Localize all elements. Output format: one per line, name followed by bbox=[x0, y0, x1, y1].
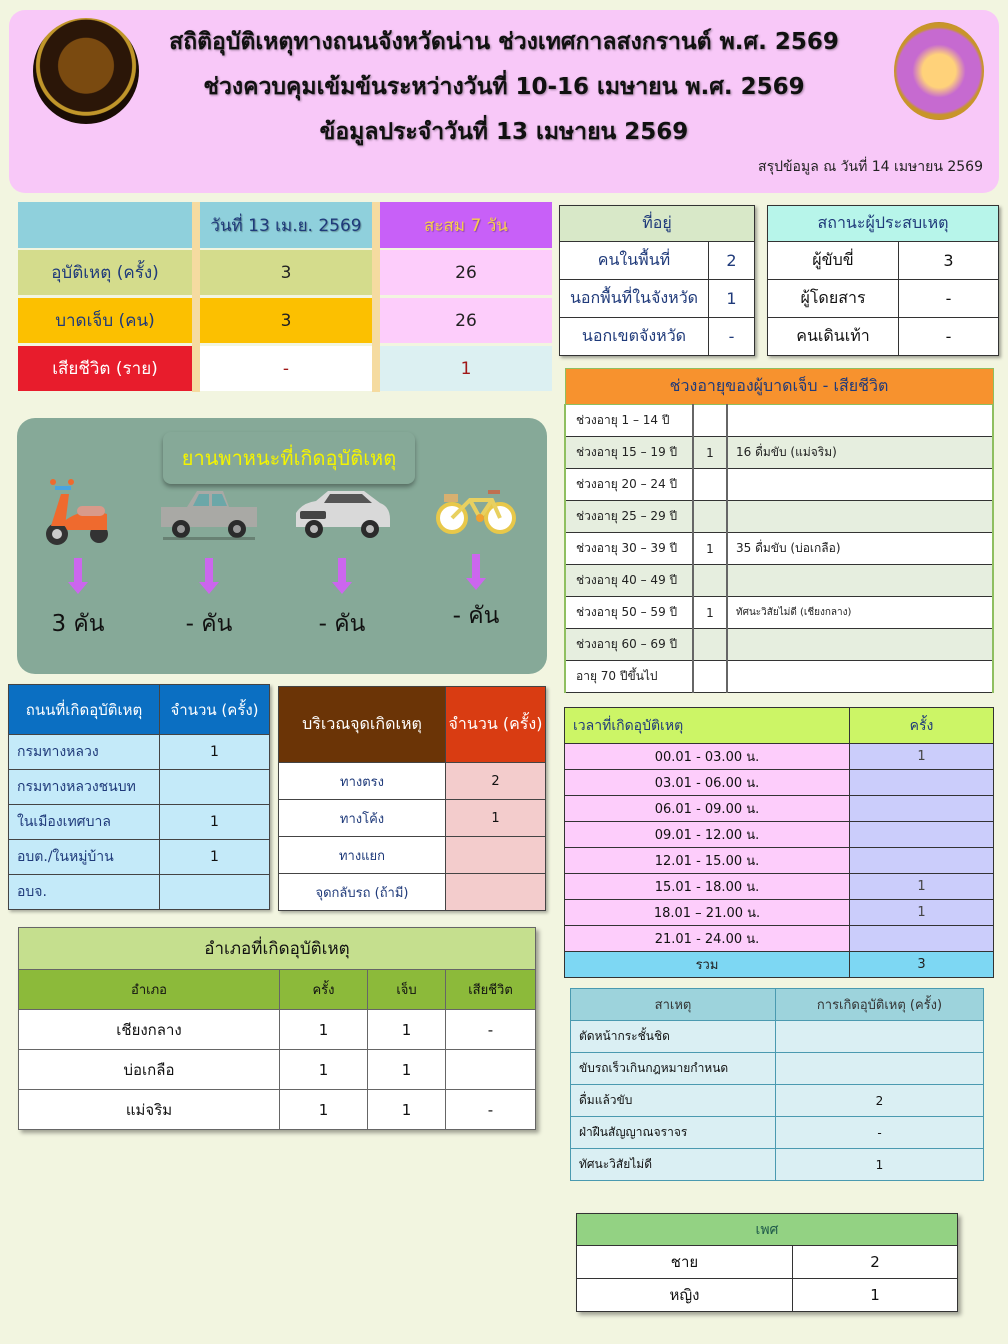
status-label: คนเดินเท้า bbox=[768, 318, 899, 356]
divider bbox=[192, 202, 200, 392]
district-injured: 1 bbox=[368, 1010, 446, 1050]
district-accidents: 1 bbox=[280, 1010, 368, 1050]
time-value: 1 bbox=[850, 874, 994, 900]
district-injured: 1 bbox=[368, 1050, 446, 1090]
sex-label: ชาย bbox=[577, 1246, 793, 1279]
district-col-injured: เจ็บ bbox=[368, 970, 446, 1010]
status-value: 3 bbox=[899, 242, 999, 280]
residence-value: 1 bbox=[709, 280, 755, 318]
age-range: ช่วงอายุ 25 – 29 ปี bbox=[565, 501, 693, 533]
table-row bbox=[571, 1021, 984, 1053]
summary-row-label: อุบัติเหตุ (ครั้ง) bbox=[18, 250, 192, 295]
cause-label: ฝ่าฝืนสัญญาณจราจร bbox=[571, 1117, 776, 1149]
vehicle-panel-title: ยานพาหนะที่เกิดอุบัติเหตุ bbox=[163, 432, 415, 484]
district-injured: 1 bbox=[368, 1090, 446, 1130]
vehicle-item-pickup bbox=[154, 478, 264, 642]
area-label: จุดกลับรถ (ถ้ามี) bbox=[279, 874, 446, 911]
time-value bbox=[850, 926, 994, 952]
summary-row-total: 26 bbox=[380, 298, 552, 343]
district-deaths: - bbox=[446, 1010, 536, 1050]
age-count bbox=[693, 629, 727, 661]
age-detail bbox=[727, 661, 993, 693]
table-row bbox=[565, 533, 993, 565]
sex-value: 2 bbox=[793, 1246, 958, 1279]
summary-corner bbox=[18, 202, 192, 248]
vehicle-item-motorcycle bbox=[23, 478, 133, 642]
table-row bbox=[768, 280, 999, 318]
vehicle-item-car bbox=[287, 478, 397, 642]
title-line-1: สถิติอุบัติเหตุทางถนนจังหวัดน่าน ช่วงเทศกาลสงกรานต์ พ.ศ. 2569 bbox=[169, 29, 839, 55]
time-count-header: ครั้ง bbox=[850, 708, 994, 744]
table-row bbox=[565, 848, 994, 874]
road-label: กรมทางหลวง bbox=[9, 735, 160, 770]
table-row bbox=[565, 469, 993, 501]
summary-header-total: สะสม 7 วัน bbox=[380, 202, 552, 248]
time-header: เวลาที่เกิดอุบัติเหตุ bbox=[565, 708, 850, 744]
residence-label: นอกพื้นที่ในจังหวัด bbox=[560, 280, 709, 318]
time-value: 1 bbox=[850, 744, 994, 770]
area-label: ทางโค้ง bbox=[279, 800, 446, 837]
cause-table bbox=[570, 988, 984, 1181]
table-row bbox=[571, 1149, 984, 1181]
age-count: 1 bbox=[693, 597, 727, 629]
road-label: กรมทางหลวงชนบท bbox=[9, 770, 160, 805]
table-row bbox=[19, 1050, 536, 1090]
age-count bbox=[693, 469, 727, 501]
summary-row-label: บาดเจ็บ (คน) bbox=[18, 298, 192, 343]
down-arrow-icon bbox=[74, 558, 82, 584]
road-count-header: จำนวน (ครั้ง) bbox=[160, 685, 270, 735]
time-range: 15.01 - 18.00 น. bbox=[565, 874, 850, 900]
table-row bbox=[279, 800, 546, 837]
table-row bbox=[279, 874, 546, 911]
area-value: 1 bbox=[446, 800, 546, 837]
district-title: อำเภอที่เกิดอุบัติเหตุ bbox=[19, 928, 536, 970]
age-detail: ทัศนะวิสัยไม่ดี (เชียงกลาง) bbox=[727, 597, 993, 629]
table-row bbox=[565, 629, 993, 661]
table-row bbox=[565, 597, 993, 629]
area-header: บริเวณจุดเกิดเหตุ bbox=[279, 687, 446, 763]
cause-label: ทัศนะวิสัยไม่ดี bbox=[571, 1149, 776, 1181]
time-total-value: 3 bbox=[850, 952, 994, 978]
road-value bbox=[160, 875, 270, 910]
age-range: ช่วงอายุ 40 – 49 ปี bbox=[565, 565, 693, 597]
cause-label: ขับรถเร็วเกินกฎหมายกำหนด bbox=[571, 1053, 776, 1085]
victim-status-title: สถานะผู้ประสบเหตุ bbox=[768, 206, 999, 242]
victim-status-table bbox=[767, 205, 999, 356]
time-value bbox=[850, 822, 994, 848]
table-row bbox=[565, 661, 993, 693]
age-count: 1 bbox=[693, 533, 727, 565]
status-value: - bbox=[899, 280, 999, 318]
area-value: 2 bbox=[446, 763, 546, 800]
age-range: ช่วงอายุ 50 – 59 ปี bbox=[565, 597, 693, 629]
table-row bbox=[9, 735, 270, 770]
residence-value: 2 bbox=[709, 242, 755, 280]
table-row bbox=[279, 837, 546, 874]
header-banner bbox=[9, 10, 999, 193]
summary-date: สรุปข้อมูล ณ วันที่ 14 เมษายน 2569 bbox=[758, 159, 983, 175]
time-of-day-table bbox=[564, 707, 994, 978]
sex-label: หญิง bbox=[577, 1279, 793, 1312]
district-deaths: - bbox=[446, 1090, 536, 1130]
table-row bbox=[9, 875, 270, 910]
accident-area-table bbox=[278, 686, 546, 911]
district-accidents: 1 bbox=[280, 1090, 368, 1130]
time-range: 03.01 - 06.00 น. bbox=[565, 770, 850, 796]
time-range: 21.01 - 24.00 น. bbox=[565, 926, 850, 952]
vehicle-count: - คัน bbox=[318, 611, 366, 637]
sex-title: เพศ bbox=[577, 1214, 958, 1246]
table-row bbox=[560, 242, 755, 280]
age-detail: 35 ดื่มขับ (บ่อเกลือ) bbox=[727, 533, 993, 565]
table-row bbox=[19, 1090, 536, 1130]
cause-count-header: การเกิดอุบัติเหตุ (ครั้ง) bbox=[776, 989, 984, 1021]
summary-row-label: เสียชีวิต (ราย) bbox=[18, 346, 192, 391]
table-row bbox=[571, 1053, 984, 1085]
time-value bbox=[850, 848, 994, 874]
age-count bbox=[693, 501, 727, 533]
table-row bbox=[9, 805, 270, 840]
residence-label: คนในพื้นที่ bbox=[560, 242, 709, 280]
summary-row-day: 3 bbox=[200, 298, 372, 343]
summary-row-total: 26 bbox=[380, 250, 552, 295]
status-value: - bbox=[899, 318, 999, 356]
table-row bbox=[565, 822, 994, 848]
area-value bbox=[446, 837, 546, 874]
table-row bbox=[571, 1117, 984, 1149]
down-arrow-icon bbox=[205, 558, 213, 584]
road-value bbox=[160, 770, 270, 805]
area-value bbox=[446, 874, 546, 911]
age-detail bbox=[727, 469, 993, 501]
bicycle-icon bbox=[421, 474, 531, 544]
district-name: เชียงกลาง bbox=[19, 1010, 280, 1050]
cause-label: ตัดหน้ากระชั้นชิด bbox=[571, 1021, 776, 1053]
table-row bbox=[768, 318, 999, 356]
table-row bbox=[19, 1010, 536, 1050]
age-detail bbox=[727, 405, 993, 437]
age-range: ช่วงอายุ 20 – 24 ปี bbox=[565, 469, 693, 501]
table-row bbox=[565, 874, 994, 900]
table-row bbox=[560, 318, 755, 356]
time-value bbox=[850, 770, 994, 796]
table-row bbox=[9, 840, 270, 875]
district-name: แม่จริม bbox=[19, 1090, 280, 1130]
time-range: 18.01 – 21.00 น. bbox=[565, 900, 850, 926]
road-label: อบต./ในหมู่บ้าน bbox=[9, 840, 160, 875]
title-line-3: ข้อมูลประจำวันที่ 13 เมษายน 2569 bbox=[319, 119, 689, 145]
summary-row-day: 3 bbox=[200, 250, 372, 295]
cause-value: 2 bbox=[776, 1085, 984, 1117]
table-row bbox=[565, 796, 994, 822]
sedan-car-icon bbox=[287, 478, 397, 548]
cause-value bbox=[776, 1053, 984, 1085]
table-row bbox=[577, 1279, 958, 1312]
summary-row-day: - bbox=[200, 346, 372, 391]
time-range: 06.01 - 09.00 น. bbox=[565, 796, 850, 822]
cause-value bbox=[776, 1021, 984, 1053]
age-detail bbox=[727, 565, 993, 597]
road-header: ถนนที่เกิดอุบัติเหตุ bbox=[9, 685, 160, 735]
summary-row-total: 1 bbox=[380, 346, 552, 391]
table-row bbox=[279, 763, 546, 800]
area-label: ทางแยก bbox=[279, 837, 446, 874]
district-table bbox=[18, 927, 536, 1130]
district-deaths bbox=[446, 1050, 536, 1090]
age-range: ช่วงอายุ 15 – 19 ปี bbox=[565, 437, 693, 469]
district-accidents: 1 bbox=[280, 1050, 368, 1090]
cause-value: - bbox=[776, 1117, 984, 1149]
age-range: ช่วงอายุ 30 – 39 ปี bbox=[565, 533, 693, 565]
table-row bbox=[565, 744, 994, 770]
time-value bbox=[850, 796, 994, 822]
road-value: 1 bbox=[160, 805, 270, 840]
road-value: 1 bbox=[160, 735, 270, 770]
vehicle-count: - คัน bbox=[185, 611, 233, 637]
age-group-table bbox=[564, 368, 994, 693]
down-arrow-icon bbox=[338, 558, 346, 584]
title-line-2: ช่วงควบคุมเข้มข้นระหว่างวันที่ 10-16 เมษายน พ.ศ. 2569 bbox=[203, 74, 805, 100]
table-row bbox=[565, 565, 993, 597]
sex-value: 1 bbox=[793, 1279, 958, 1312]
age-count bbox=[693, 405, 727, 437]
summary-header-day: วันที่ 13 เม.ย. 2569 bbox=[200, 202, 372, 248]
status-label: ผู้โดยสาร bbox=[768, 280, 899, 318]
cause-header: สาเหตุ bbox=[571, 989, 776, 1021]
age-detail: 16 ดื่มขับ (แม่จริม) bbox=[727, 437, 993, 469]
vehicle-count: - คัน bbox=[452, 603, 500, 629]
time-total-label: รวม bbox=[565, 952, 850, 978]
age-detail bbox=[727, 629, 993, 661]
residence-table bbox=[559, 205, 755, 356]
residence-label: นอกเขตจังหวัด bbox=[560, 318, 709, 356]
table-row bbox=[768, 242, 999, 280]
down-arrow-icon bbox=[472, 554, 480, 580]
age-detail bbox=[727, 501, 993, 533]
vehicle-item-bicycle bbox=[421, 474, 531, 634]
table-row bbox=[565, 926, 994, 952]
table-row bbox=[9, 770, 270, 805]
table-row bbox=[565, 770, 994, 796]
table-row bbox=[565, 900, 994, 926]
table-row bbox=[565, 437, 993, 469]
district-name: บ่อเกลือ bbox=[19, 1050, 280, 1090]
table-row bbox=[577, 1246, 958, 1279]
age-range: ช่วงอายุ 60 – 69 ปี bbox=[565, 629, 693, 661]
residence-title: ที่อยู่ bbox=[560, 206, 755, 242]
age-count bbox=[693, 565, 727, 597]
cause-label: ดื่มแล้วขับ bbox=[571, 1085, 776, 1117]
road-label: อบจ. bbox=[9, 875, 160, 910]
pickup-truck-icon bbox=[154, 478, 264, 548]
residence-value: - bbox=[709, 318, 755, 356]
district-col-accidents: ครั้ง bbox=[280, 970, 368, 1010]
district-col-name: อำเภอ bbox=[19, 970, 280, 1010]
divider bbox=[372, 202, 380, 392]
time-range: 00.01 - 03.00 น. bbox=[565, 744, 850, 770]
age-range: อายุ 70 ปีขึ้นไป bbox=[565, 661, 693, 693]
sex-table bbox=[576, 1213, 958, 1312]
motorcycle-icon bbox=[23, 478, 133, 548]
vehicle-panel bbox=[17, 418, 547, 674]
table-row bbox=[560, 280, 755, 318]
time-range: 09.01 - 12.00 น. bbox=[565, 822, 850, 848]
age-range: ช่วงอายุ 1 – 14 ปี bbox=[565, 405, 693, 437]
area-count-header: จำนวน (ครั้ง) bbox=[446, 687, 546, 763]
table-row bbox=[571, 1085, 984, 1117]
table-row bbox=[565, 501, 993, 533]
road-label: ในเมืองเทศบาล bbox=[9, 805, 160, 840]
time-range: 12.01 - 15.00 น. bbox=[565, 848, 850, 874]
road-type-table bbox=[8, 684, 270, 910]
age-count: 1 bbox=[693, 437, 727, 469]
cause-value: 1 bbox=[776, 1149, 984, 1181]
age-count bbox=[693, 661, 727, 693]
total-row bbox=[565, 952, 994, 978]
age-group-title: ช่วงอายุของผู้บาดเจ็บ - เสียชีวิต bbox=[565, 369, 993, 405]
area-label: ทางตรง bbox=[279, 763, 446, 800]
table-row bbox=[565, 405, 993, 437]
status-label: ผู้ขับขี่ bbox=[768, 242, 899, 280]
road-value: 1 bbox=[160, 840, 270, 875]
vehicle-count: 3 คัน bbox=[51, 611, 105, 637]
district-col-deaths: เสียชีวิต bbox=[446, 970, 536, 1010]
time-value: 1 bbox=[850, 900, 994, 926]
